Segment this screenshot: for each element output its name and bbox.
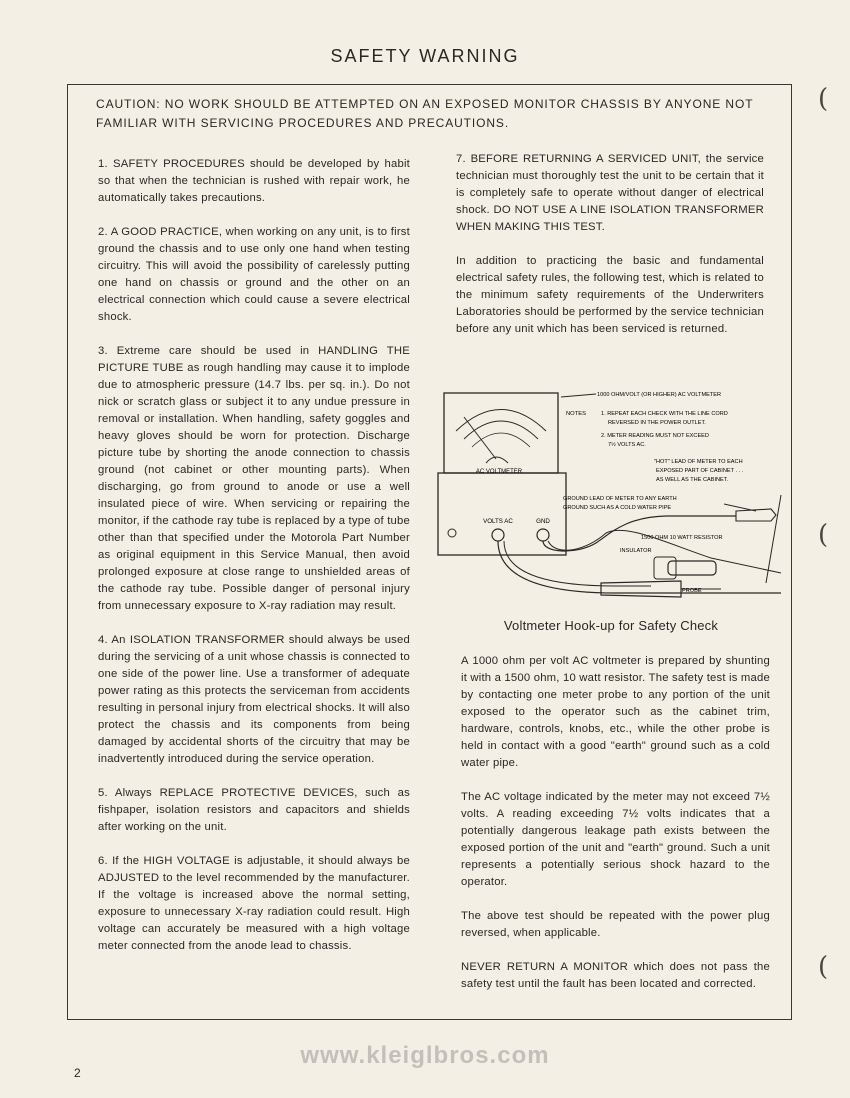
note-1-line-1: 1. REPEAT EACH CHECK WITH THE LINE CORD xyxy=(601,411,728,417)
footer-watermark-url: www.kleiglbros.com xyxy=(300,1042,550,1069)
dial-label: AC VOLTMETER xyxy=(475,469,523,475)
meter-body xyxy=(438,473,566,555)
volts-ac-terminal xyxy=(492,529,504,541)
hot-lead-label-1: "HOT" LEAD OF METER TO EACH xyxy=(654,459,743,465)
volts-ac-label: VOLTS AC xyxy=(483,518,513,525)
page-number: 2 xyxy=(74,1066,81,1080)
page-title: SAFETY WARNING xyxy=(330,46,520,66)
ground-arrow xyxy=(724,504,756,511)
item-high-voltage: 6. If the HIGH VOLTAGE is adjustable, it should always be ADJUSTED to the level recommended by the manufacturer. If the voltage is increased above the normal setting, exposure to unnecessary X-ray radiation could result. High voltage can accurately be measured with a high voltage meter connected from the anode lead to chassis. xyxy=(98,855,410,952)
diagram-caption: Voltmeter Hook-up for Safety Check xyxy=(503,618,719,633)
dial-arc-outer xyxy=(456,410,546,432)
resistor-body xyxy=(668,561,716,575)
notes-label: NOTES xyxy=(566,411,586,417)
note-2-line-2: 7½ VOLTS AC. xyxy=(608,442,646,448)
ground-label-1: GROUND LEAD OF METER TO ANY EARTH xyxy=(563,496,677,502)
gnd-terminal xyxy=(537,529,549,541)
item-protective-devices: 5. Always REPLACE PROTECTIVE DEVICES, such as fishpaper, isolation resistors and capacitors and shields after working on the unit. xyxy=(98,787,410,833)
margin-mark-bottom: ( xyxy=(818,952,829,982)
dial-arc-mid xyxy=(464,421,538,439)
ground-label-2: GROUND SUCH AS A COLD WATER PIPE xyxy=(563,505,672,511)
probe-label: PROBE xyxy=(682,588,702,594)
never-return-warning: NEVER RETURN A MONITOR which does not pass the safety test until the fault has been located and corrected. xyxy=(461,961,770,990)
insulator xyxy=(654,557,676,579)
item-before-returning: 7. BEFORE RETURNING A SERVICED UNIT, the service technician must thoroughly test the unit to be certain that it is completely safe to operate without danger of electrical shock. DO NOT USE A LINE ISOLATION TRANSFORMER WHEN MAKING THIS TEST. xyxy=(456,153,764,233)
dial-arc-inner xyxy=(472,433,530,447)
caution-notice: CAUTION: NO WORK SHOULD BE ATTEMPTED ON AN EXPOSED MONITOR CHASSIS BY ANYONE NOT FAMILIAR WITH SERVICING PROCEDURES AND PRECAUTIONS. xyxy=(96,97,754,130)
item-safety-procedures: 1. SAFETY PROCEDURES should be developed by habit so that when the technician is rushed with repair work, he automatically takes precautions. xyxy=(98,158,410,204)
margin-mark-middle: ( xyxy=(818,520,829,550)
item-good-practice: 2. A GOOD PRACTICE, when working on any unit, is to first ground the chassis and to use only one hand when testing circuitry. This will avoid the possibility of carelessly putting one hand on chassis or ground and the other on an electrical connection which could cause a severe electrical shock. xyxy=(98,226,410,323)
insulator-label: INSULATOR xyxy=(620,548,652,554)
right-column-bottom xyxy=(461,653,770,1010)
voltmeter-hookup-diagram xyxy=(436,383,786,603)
hot-lead-arrow xyxy=(766,495,781,583)
repeat-test: The above test should be repeated with the power plug reversed, when applicable. xyxy=(461,910,770,939)
hot-lead-label-2: EXPOSED PART OF CABINET . . . xyxy=(656,468,744,474)
margin-mark-top: ( xyxy=(818,84,829,114)
item-isolation-transformer: 4. An ISOLATION TRANSFORMER should always be used during the servicing of a unit whose chassis is connected to one side of the power line. Use a transformer of adequate power rating as this protects the serviceman from accidents resulting in personal injury from electrical shocks. It will also protect the chassis and its components from being damaged by accidental shorts of the circuitry that may be inadvertently introduced during the service operation. xyxy=(98,634,410,765)
safety-test-intro: In addition to practicing the basic and fundamental electrical safety rules, the following test, which is related to the minimum safety requirements of the Underwriters Laboratories should be performed by the service technician before any unit which has been serviced is returned. xyxy=(456,255,764,335)
item-picture-tube: 3. Extreme care should be used in HANDLING THE PICTURE TUBE as rough handling may cause it to implode due to atmospheric pressure (14.7 lbs. per sq. in.). Do not nick or scratch glass or subject it to any undue pressure in removal or installation. When handling, safety goggles and heavy gloves should be worn for protection. Discharge picture tube by shorting the anode connection to chassis ground (not cabinet or other mounting parts). When discharging, go from ground to anode or use a well insulated piece of wire. When servicing or repairing the monitor, if the cathode ray tube is replaced by a type of tube other than that specified under the Motorola Part Number as original equipment in this Service Manual, then avoid prolonged exposure at close range to unshielded areas of the cathode ray tube. Possible danger of personal injury from unnecessary exposure to X-ray radiation may result. xyxy=(98,345,410,612)
meter-spec-label: 1000 OHM/VOLT (OR HIGHER) AC VOLTMETER xyxy=(597,392,722,398)
gnd-label: GND xyxy=(536,518,550,525)
needle-pivot xyxy=(486,457,508,463)
voltmeter-description: A 1000 ohm per volt AC voltmeter is prepared by shunting it with a 1500 ohm, 10 watt resistor. The safety test is made by contacting one meter probe to any portion of the unit exposed to the operator such as the cabinet trim, hardware, controls, knobs, etc., while the other probe is held in contact with a good "earth" ground such as a cold water pipe. xyxy=(461,655,770,769)
meter-label-arrow xyxy=(561,394,596,397)
resistor-label: 1500 OHM 10 WATT RESISTOR xyxy=(641,535,723,541)
left-column xyxy=(98,156,410,972)
probe-body xyxy=(601,581,681,597)
hot-lead-label-3: AS WELL AS THE CABINET. xyxy=(656,477,729,483)
note-1-line-2: REVERSED IN THE POWER OUTLET. xyxy=(608,420,706,426)
adjust-knob xyxy=(448,529,456,537)
voltage-limit: The AC voltage indicated by the meter may not exceed 7½ volts. A reading exceeding 7½ volts indicates that a potentially dangerous leakage path exists between the exposed portion of the unit and "earth" ground. Such a unit represents a potentially serious shock hazard to the operator. xyxy=(461,791,770,888)
note-2-line-1: 2. METER READING MUST NOT EXCEED xyxy=(601,433,709,439)
meter-needle xyxy=(464,417,496,459)
right-column-top xyxy=(456,151,764,355)
